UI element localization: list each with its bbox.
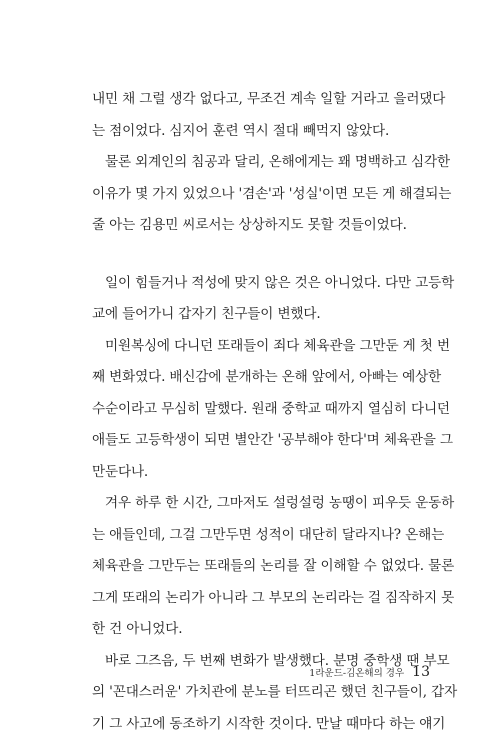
text-line: 애들도 고등학생이 되면 별안간 '공부해야 한다'며 체육관을 그: [92, 432, 453, 448]
text-line: 수순이라고 무심히 말했다. 원래 중학교 때까지 열심히 다니던: [92, 400, 450, 417]
page-number: 13: [412, 664, 430, 680]
text-line: 그게 또래의 논리가 아니라 그 부모의 논리라는 걸 짐작하지 못: [92, 589, 455, 606]
text-line: 겨우 하루 한 시간, 그마저도 설렁설렁 농땡이 피우듯 운동하: [105, 495, 455, 511]
text-line: 는 점이었다. 심지어 훈련 역시 절대 빼먹지 않았다.: [92, 122, 390, 139]
text-line: 내민 채 그럴 생각 없다고, 무조건 계속 일할 거라고 을러댔다: [92, 91, 446, 107]
text-line: 의 '꼰대스러운' 가치관에 분노를 터뜨리곤 했던 친구들이, 갑자: [92, 684, 458, 700]
text-line: 이유가 몇 가지 있었으나 '겸손'과 '성실'이면 모든 게 해결되는: [92, 185, 452, 202]
paragraph-1: [92, 84, 446, 147]
text-line: 만둔다나.: [92, 463, 149, 480]
running-head: 1라운드-김온해의 경우: [309, 668, 405, 679]
text-line: 째 변화였다. 배신감에 분개하는 온해 앞에서, 아빠는 예상한: [92, 369, 442, 385]
paragraph-3: [92, 268, 455, 331]
paragraph-6: [92, 646, 458, 741]
text-line: 물론 외계인의 침공과 달리, 온해에게는 꽤 명백하고 심각한: [105, 154, 450, 170]
section-break: [92, 242, 434, 268]
text-line: 일이 힘들거나 적성에 맞지 않은 것은 아니었다. 다만 고등학: [105, 274, 455, 291]
page-footer: [309, 664, 430, 680]
text-line: 체육관을 그만두는 또래들의 논리를 잘 이해할 수 없었다. 물론: [92, 558, 455, 574]
text-line: 는 애들인데, 그걸 그만두면 성적이 대단히 달라지나? 온해는: [92, 526, 445, 543]
paragraph-2: [92, 147, 452, 242]
body-text: [92, 84, 458, 740]
text-line: 줄 아는 김용민 씨로서는 상상하지도 못할 것들이었다.: [92, 217, 407, 233]
paragraph-4: [92, 331, 453, 489]
text-line: 교에 들어가니 갑자기 친구들이 변했다.: [92, 306, 321, 322]
text-line: 기 그 사고에 동조하기 시작한 것이다. 만날 때마다 하는 얘기: [92, 715, 446, 732]
text-line: 바로 그즈음, 두 번째 변화가 발생했다. 분명 중학생 땐 부모: [105, 652, 450, 669]
text-line: 미원복싱에 다니던 또래들이 죄다 체육관을 그만둔 게 첫 번: [105, 337, 450, 354]
text-line: 한 건 아니었다.: [92, 621, 183, 637]
paragraph-5: [92, 488, 455, 646]
